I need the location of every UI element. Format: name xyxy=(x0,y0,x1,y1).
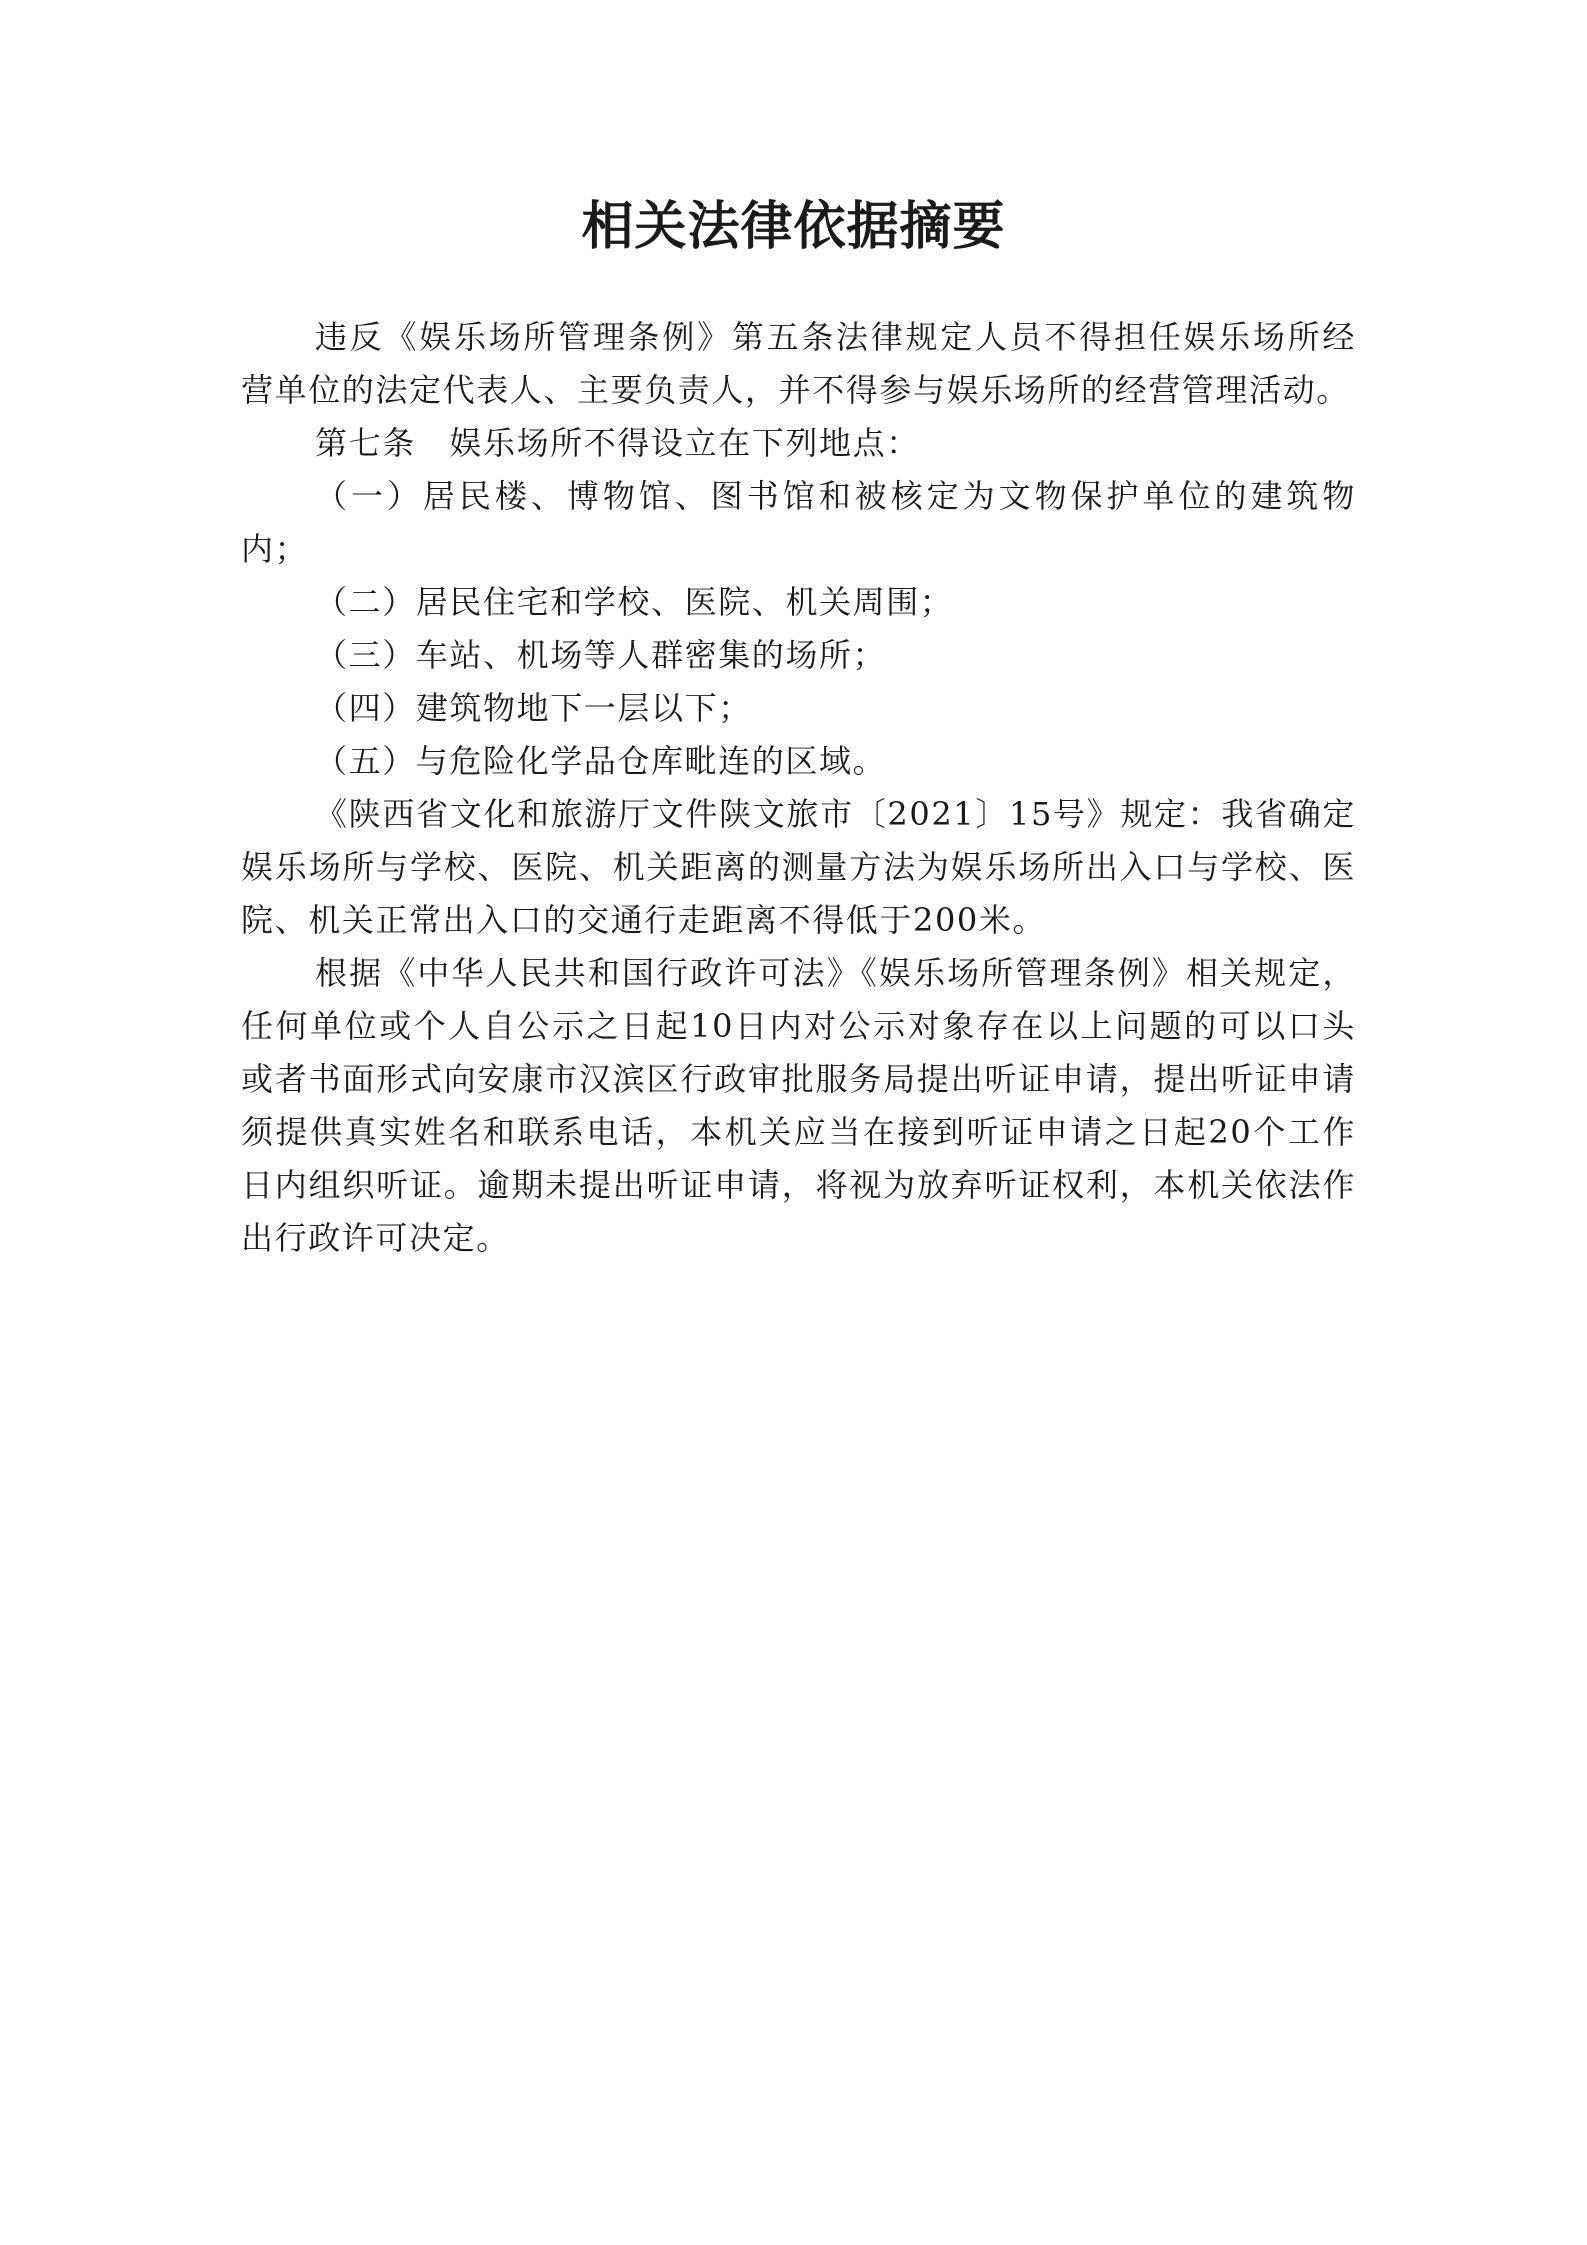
paragraph-article-seven: 第七条 娱乐场所不得设立在下列地点： xyxy=(315,424,920,462)
list-item-location-4: （四）建筑物地下一层以下； xyxy=(315,689,752,727)
paragraph-violation: 违反《娱乐场所管理条例》第五条法律规定人员不得担任娱乐场所经营单位的法定代表人、主要负责人，并不得参与娱乐场所的经营管理活动。 xyxy=(241,318,1356,409)
document-title: 相关法律依据摘要 xyxy=(581,196,1006,257)
paragraph-provincial-rule: 《陕西省文化和旅游厅文件陕文旅市〔2021〕15号》规定：我省确定娱乐场所与学校、医院、机关距离的测量方法为娱乐场所出入口与学校、医院、机关正常出入口的交通行走距离不得低于200米。 xyxy=(241,795,1356,939)
document-body xyxy=(241,311,1356,1265)
list-item-location-2: （二）居民住宅和学校、医院、机关周围； xyxy=(315,583,954,621)
list-item-location-1: （一）居民楼、博物馆、图书馆和被核定为文物保护单位的建筑物内； xyxy=(241,477,1356,568)
paragraph-hearing-notice: 根据《中华人民共和国行政许可法》《娱乐场所管理条例》相关规定，任何单位或个人自公示之日起10日内对公示对象存在以上问题的可以口头或者书面形式向安康市汉滨区行政审批服务局提出听证申请，提出听证申请须提供真实姓名和联系电话，本机关应当在接到听证申请之日起20个工作日内组织听证。逾期未提出听证申请，将视为放弃听证权利，本机关依法作出行政许可决定。 xyxy=(241,954,1356,1257)
list-item-location-3: （三）车站、机场等人群密集的场所； xyxy=(315,636,887,674)
list-item-location-5: （五）与危险化学品仓库毗连的区域。 xyxy=(315,742,887,780)
